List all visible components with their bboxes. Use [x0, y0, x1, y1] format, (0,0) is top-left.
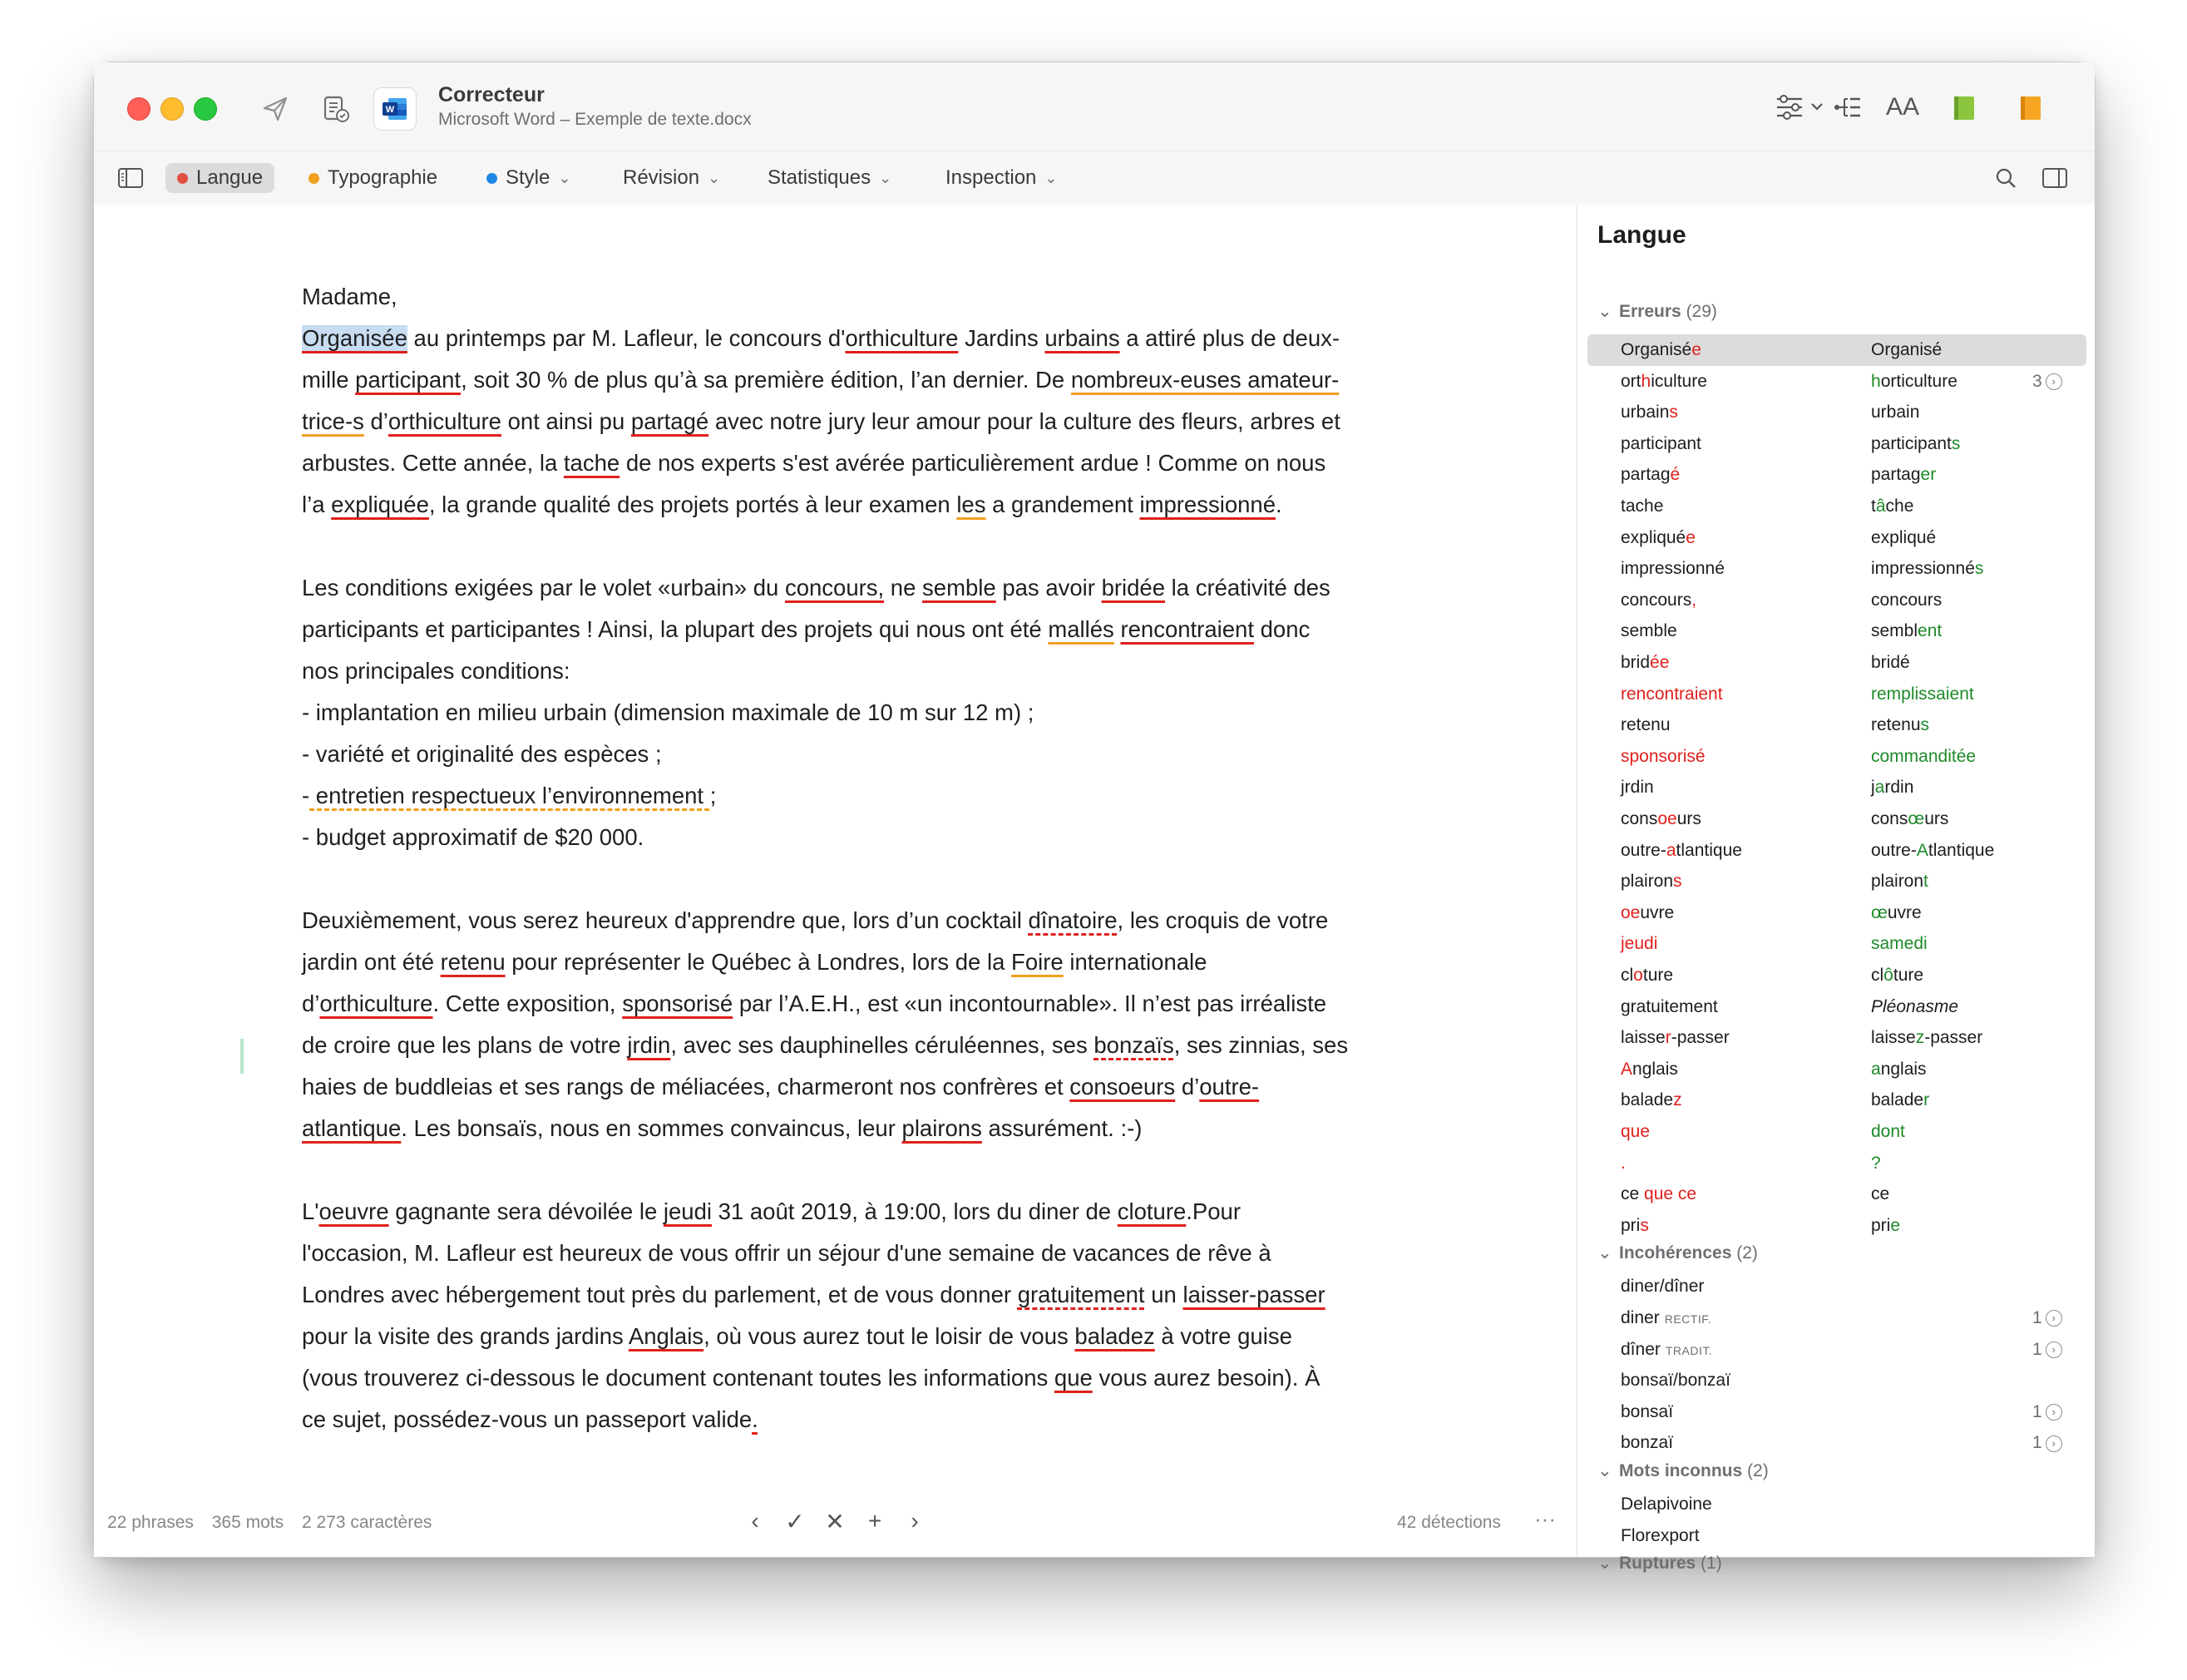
error-word[interactable]: expliquée [331, 492, 429, 517]
error-original: consoeurs [1621, 809, 1701, 828]
change-marker [240, 1039, 244, 1074]
error-row[interactable] [1587, 991, 2086, 1023]
error-row[interactable] [1587, 960, 2086, 991]
error-suggestion: anglais [1871, 1059, 1927, 1079]
error-word[interactable]: tache [563, 450, 620, 476]
incoherence-row[interactable] [1587, 1302, 2086, 1334]
phrase-count: 22 phrases [107, 1513, 194, 1532]
font-size-icon[interactable]: AA [1885, 93, 1920, 121]
error-word[interactable]: que [1054, 1365, 1093, 1391]
tab-typographie[interactable]: Typographie [309, 163, 437, 193]
tab-langue[interactable]: Langue [165, 163, 274, 193]
typographie-dot-icon [309, 173, 319, 184]
error-original: que [1621, 1122, 1651, 1141]
close-window-button[interactable] [127, 97, 151, 121]
greeting: Madame, [302, 284, 397, 309]
correct-document-icon[interactable] [317, 89, 357, 129]
error-word[interactable]: . [752, 1406, 758, 1432]
chevron-right-icon: › [2046, 1342, 2062, 1358]
error-original: Organisée [1621, 340, 1701, 359]
error-suggestion: œuvre [1871, 902, 1922, 922]
word-app-icon[interactable] [373, 87, 417, 131]
error-row[interactable] [1587, 772, 2086, 803]
tab-statistiques[interactable]: Statistiques ⌄ [768, 166, 892, 189]
unknown-word: Delapivoine [1621, 1495, 1712, 1514]
more-icon[interactable]: ··· [1534, 1506, 1556, 1531]
error-suggestion: expliqué [1871, 527, 1937, 547]
error-suggestion: partager [1871, 465, 1937, 485]
incoherence-row[interactable] [1587, 1396, 2086, 1428]
occurrence-count[interactable]: 1 › [2032, 1402, 2062, 1422]
error-row[interactable] [1587, 459, 2086, 491]
chevron-down-icon: ⌄ [708, 169, 721, 186]
app-window [93, 62, 2096, 1574]
error-original: tache [1621, 497, 1664, 516]
style-word[interactable]: les [956, 492, 986, 517]
error-word[interactable]: concours, [784, 575, 885, 600]
error-row[interactable] [1587, 585, 2086, 616]
error-suggestion: balader [1871, 1090, 1930, 1110]
error-row[interactable] [1587, 1054, 2086, 1085]
window-title: Correcteur [438, 83, 545, 106]
error-row[interactable] [1587, 397, 2086, 428]
error-original: ce que ce [1621, 1184, 1697, 1204]
incoherence-word: bonzaï [1621, 1433, 1674, 1453]
previous-icon[interactable]: ‹ [751, 1508, 759, 1534]
error-row[interactable] [1587, 1085, 2086, 1116]
error-word[interactable]: impressionné [1139, 492, 1276, 517]
chevron-down-icon: ⌄ [879, 169, 892, 186]
error-suggestion: tâche [1871, 497, 1914, 516]
error-word[interactable]: jrdin [627, 1032, 671, 1058]
green-book-icon[interactable] [1950, 92, 1978, 124]
chevron-down-icon: ⌄ [558, 169, 571, 186]
chevron-down-icon: ⌄ [1597, 1461, 1612, 1480]
chevron-right-icon: › [2046, 373, 2062, 390]
error-original: impressionné [1621, 559, 1725, 579]
panel-title: Langue [1597, 221, 1686, 249]
error-word[interactable]: retenu [440, 949, 506, 975]
error-original: plairons [1621, 872, 1682, 892]
error-word[interactable]: plairons [901, 1115, 982, 1141]
error-original: rencontraient [1621, 684, 1723, 704]
tab-toolbar [94, 151, 2095, 205]
error-suggestion: bridé [1871, 653, 1910, 672]
error-suggestion: Pléonasme [1871, 996, 1959, 1016]
error-original: outre-atlantique [1621, 840, 1742, 860]
error-suggestion: commanditée [1871, 746, 1977, 766]
error-original: . [1621, 1153, 1626, 1173]
title-bar [94, 62, 2095, 151]
occurrence-count[interactable]: 1 › [2032, 1308, 2062, 1328]
zoom-window-button[interactable] [194, 97, 217, 121]
unknown-word-row[interactable] [1587, 1520, 2086, 1552]
error-suggestion: impressionnés [1871, 559, 1984, 579]
style-word[interactable]: mallés [1048, 616, 1114, 642]
error-suggestion: ce [1871, 1184, 1890, 1204]
error-word[interactable]: oeuvre [318, 1198, 389, 1224]
error-word[interactable]: semble [922, 575, 996, 600]
unknown-word: Florexport [1621, 1525, 1700, 1545]
error-word[interactable]: Anglais [628, 1323, 704, 1349]
error-row[interactable] [1587, 928, 2086, 960]
error-original: retenu [1621, 715, 1671, 735]
inspector-panel [1577, 205, 2095, 1574]
section-erreurs[interactable]: ⌄ Erreurs (29) [1597, 302, 1717, 321]
error-word[interactable]: baladez [1074, 1323, 1155, 1349]
document-editor[interactable] [94, 205, 1577, 1557]
error-word[interactable]: bridée [1101, 575, 1166, 600]
error-suggestion: concours [1871, 590, 1943, 610]
error-suggestion: jardin [1871, 778, 1914, 798]
chevron-right-icon: › [2046, 1435, 2062, 1452]
error-suggestion: Organisé [1871, 340, 1943, 359]
section-mots-inconnus[interactable]: ⌄ Mots inconnus (2) [1597, 1461, 1769, 1480]
next-icon[interactable]: › [911, 1508, 919, 1534]
error-original: bridée [1621, 653, 1670, 672]
error-suggestion: horticulture [1871, 371, 1957, 391]
error-word[interactable]: partagé [630, 408, 709, 434]
error-suggestion: samedi [1871, 934, 1928, 954]
error-suggestion: participants [1871, 433, 1961, 453]
add-icon[interactable]: + [867, 1508, 882, 1534]
settings-sliders-icon[interactable] [1772, 91, 1830, 124]
error-suggestion: retenus [1871, 715, 1930, 735]
error-suggestion: consœurs [1871, 809, 1949, 828]
tab-revision[interactable]: Révision ⌄ [623, 166, 721, 189]
tab-style[interactable]: Style ⌄ [486, 163, 570, 193]
style-phrase[interactable]: entretien respectueux l’environnement [309, 783, 710, 808]
error-row[interactable] [1587, 428, 2086, 460]
incoherence-row[interactable] [1587, 1427, 2086, 1459]
sidebar-toggle-icon[interactable] [116, 165, 146, 191]
error-row[interactable] [1587, 741, 2086, 773]
error-row[interactable] [1587, 803, 2086, 835]
langue-dot-icon [177, 173, 188, 184]
error-original: Anglais [1621, 1059, 1678, 1079]
char-count: 2 273 caractères [301, 1513, 432, 1532]
error-row[interactable] [1587, 835, 2086, 867]
chevron-down-icon: ⌄ [1597, 1554, 1612, 1574]
error-row[interactable] [1587, 522, 2086, 554]
error-word[interactable]: laisser-passer [1182, 1282, 1326, 1307]
error-original: partagé [1621, 465, 1681, 485]
error-suggestion: dont [1871, 1122, 1905, 1141]
error-row[interactable] [1587, 1178, 2086, 1210]
occurrence-count[interactable]: 3 › [2032, 372, 2062, 392]
chevron-down-icon: ⌄ [1597, 302, 1612, 321]
error-row[interactable] [1587, 334, 2086, 366]
outline-tree-icon[interactable] [1829, 91, 1865, 124]
error-suggestion: remplissaient [1871, 684, 1974, 704]
occurrence-count[interactable]: 1 › [2032, 1340, 2062, 1360]
error-row[interactable] [1587, 897, 2086, 929]
occurrence-count[interactable]: 1 › [2032, 1433, 2062, 1453]
inspector-toggle-icon[interactable] [2040, 165, 2070, 191]
error-suggestion: laissez-passer [1871, 1028, 1983, 1048]
error-row[interactable] [1587, 553, 2086, 585]
error-word[interactable]: orthiculture [388, 408, 501, 434]
error-word[interactable]: rencontraient [1120, 616, 1254, 642]
error-row[interactable] [1587, 709, 2086, 741]
style-word[interactable]: nombreux-euses amateur- [1070, 367, 1340, 393]
error-suggestion: outre-Atlantique [1871, 840, 1995, 860]
search-icon[interactable] [1992, 165, 2020, 191]
error-word[interactable]: bonzaïs [1094, 1032, 1174, 1058]
error-suggestion: semblent [1871, 621, 1943, 641]
error-original: pris [1621, 1215, 1649, 1235]
error-word[interactable]: orthiculture [319, 991, 433, 1016]
incoherence-row[interactable] [1587, 1334, 2086, 1366]
error-original: concours, [1621, 590, 1697, 610]
error-word[interactable]: jeudi [663, 1198, 712, 1224]
error-suggestion: prie [1871, 1215, 1901, 1235]
word-count: 365 mots [211, 1513, 284, 1532]
unknown-word-row[interactable] [1587, 1489, 2086, 1520]
incoherence-word: dîner TRADIT. [1621, 1339, 1713, 1359]
error-original: cloture [1621, 966, 1674, 985]
error-original: jrdin [1621, 778, 1654, 798]
chevron-right-icon: › [2046, 1404, 2062, 1421]
detection-count: 42 détections [1397, 1513, 1501, 1532]
incoherence-word: diner RECTIF. [1621, 1308, 1712, 1327]
error-original: baladez [1621, 1090, 1682, 1110]
error-word[interactable]: atlantique [302, 1115, 402, 1141]
error-row[interactable] [1587, 866, 2086, 897]
error-row[interactable] [1587, 1022, 2086, 1054]
error-word[interactable]: urbains [1044, 325, 1120, 351]
error-word[interactable]: dînatoire [1028, 907, 1118, 933]
document-text[interactable]: Madame, Organisée au printemps par M. Lafleur, le concours d'orthiculture Jardins urbains a attiré plus de deux- mille participant, soit 30 % de plus qu’à sa première édition, l’an dernier. De nombreux-euses amateur- trice-s d’orthiculture ont ainsi pu partagé avec notre jury leur amour pour la culture des fleurs, arbres et arbustes. Cette année, la tache de nos experts s'est avérée particulièrement ardue ! Comme on nous l’a expliquée, la grande qualité des projets portés à leur examen les a grandement impressionné. Les conditions exigées par le volet «urbain» du concours, ne semble pas avoir bridée la créativité des participants et participantes ! Ainsi, la plupart des projets qui nous ont été mallés rencontraient donc nos principales conditions: - implantation en milieu urbain (dimension maximale de 10 m sur 12 m) ; - variété et originalité des espèces ; - entretien respectueux l’environnement ; - budget approximatif de $20 000. Deuxièmement, vous serez heureux d'apprendre que, lors d’un cocktail dînatoire, les croquis de votre jardin ont été retenu pour représenter le Québec à Londres, lors de la Foire internationale d’orthiculture. Cette exposition, sponsorisé par l’A.E.H., est «un incontournable». Il n’est pas irréaliste de croire que les plans de votre jrdin, avec ses dauphinelles céruléennes, ses bonzaïs, ses zinnias, ses haies de buddleias et ses rangs de méliacées, charmeront nos confrères et consoeurs d’outre- atlantique. Les bonsaïs, nous en sommes convaincus, leur plairons assurément. :-) L'oeuvre gagnante sera dévoilée le jeudi 31 août 2019, à 19:00, lors du diner de cloture.Pour l'occasion, M. Lafleur est heureux de vous offrir un séjour d'une semaine de vacances de rêve à Londres avec hébergement tout près du parlement, et de vous donner gratuitement un laisser-passer pour la visite des grands jardins Anglais, où vous aurez tout le loisir de vous baladez à votre guise (vous trouverez ci-dessous le document contenant toutes les informations que vous aurez besoin). À ce sujet, possédez-vous un passeport valide. [302, 276, 1424, 1565]
error-original: laisser-passer [1621, 1028, 1730, 1048]
orange-book-icon[interactable] [2017, 92, 2045, 124]
error-word[interactable]: Organisée [302, 325, 407, 351]
detection-nav [744, 1508, 926, 1535]
error-word[interactable]: consoeurs [1069, 1074, 1176, 1099]
error-row[interactable] [1587, 1210, 2086, 1242]
incoherence-row[interactable] [1587, 1365, 2086, 1396]
error-original: oeuvre [1621, 902, 1675, 922]
error-word[interactable]: sponsorisé [622, 991, 733, 1016]
section-ruptures[interactable]: ⌄ Ruptures (1) [1597, 1554, 1722, 1574]
window-subtitle: Microsoft Word – Exemple de texte.docx [438, 110, 752, 129]
error-word[interactable]: participant [355, 367, 462, 393]
send-icon[interactable] [257, 91, 294, 127]
incoherence-row[interactable] [1587, 1271, 2086, 1302]
error-row[interactable] [1587, 679, 2086, 710]
error-row[interactable] [1587, 1148, 2086, 1179]
ignore-icon[interactable]: ✕ [825, 1509, 845, 1534]
incoherence-word: bonsaï/bonzaï [1621, 1371, 1730, 1391]
tab-inspection[interactable]: Inspection ⌄ [945, 166, 1058, 189]
error-original: participant [1621, 433, 1701, 453]
error-row[interactable] [1587, 1116, 2086, 1148]
error-word[interactable]: cloture [1117, 1198, 1187, 1224]
error-original: gratuitement [1621, 996, 1718, 1016]
error-suggestion: plairont [1871, 872, 1928, 892]
minimize-window-button[interactable] [160, 97, 184, 121]
error-row[interactable] [1587, 491, 2086, 522]
error-original: semble [1621, 621, 1677, 641]
error-suggestion: urbain [1871, 403, 1920, 422]
error-suggestion: clôture [1871, 966, 1924, 985]
section-incoherences[interactable]: ⌄ Incohérences (2) [1597, 1243, 1758, 1263]
incoherence-word: bonsaï [1621, 1401, 1674, 1421]
chevron-down-icon: ⌄ [1597, 1243, 1612, 1263]
accept-icon[interactable]: ✓ [785, 1509, 805, 1534]
style-dot-icon [486, 173, 497, 184]
error-row[interactable] [1587, 647, 2086, 679]
error-suggestion: ? [1871, 1153, 1881, 1173]
error-original: jeudi [1621, 934, 1658, 954]
error-original: sponsorisé [1621, 746, 1706, 766]
error-word[interactable]: outre- [1199, 1074, 1260, 1099]
error-word[interactable]: orthiculture [845, 325, 959, 351]
error-row[interactable] [1587, 615, 2086, 647]
error-row[interactable] [1587, 366, 2086, 398]
incoherence-word: diner/dîner [1621, 1277, 1705, 1297]
error-original: orthiculture [1621, 371, 1707, 391]
error-word[interactable]: gratuitement [1017, 1282, 1145, 1307]
svg-text:W: W [385, 105, 395, 115]
chevron-down-icon: ⌄ [1044, 169, 1058, 186]
status-bar [94, 1491, 1577, 1557]
chevron-right-icon: › [2046, 1310, 2062, 1327]
error-original: urbains [1621, 403, 1678, 422]
error-original: expliquée [1621, 527, 1696, 547]
style-word[interactable]: trice-s [302, 408, 364, 434]
style-word[interactable]: Foire [1011, 949, 1064, 975]
